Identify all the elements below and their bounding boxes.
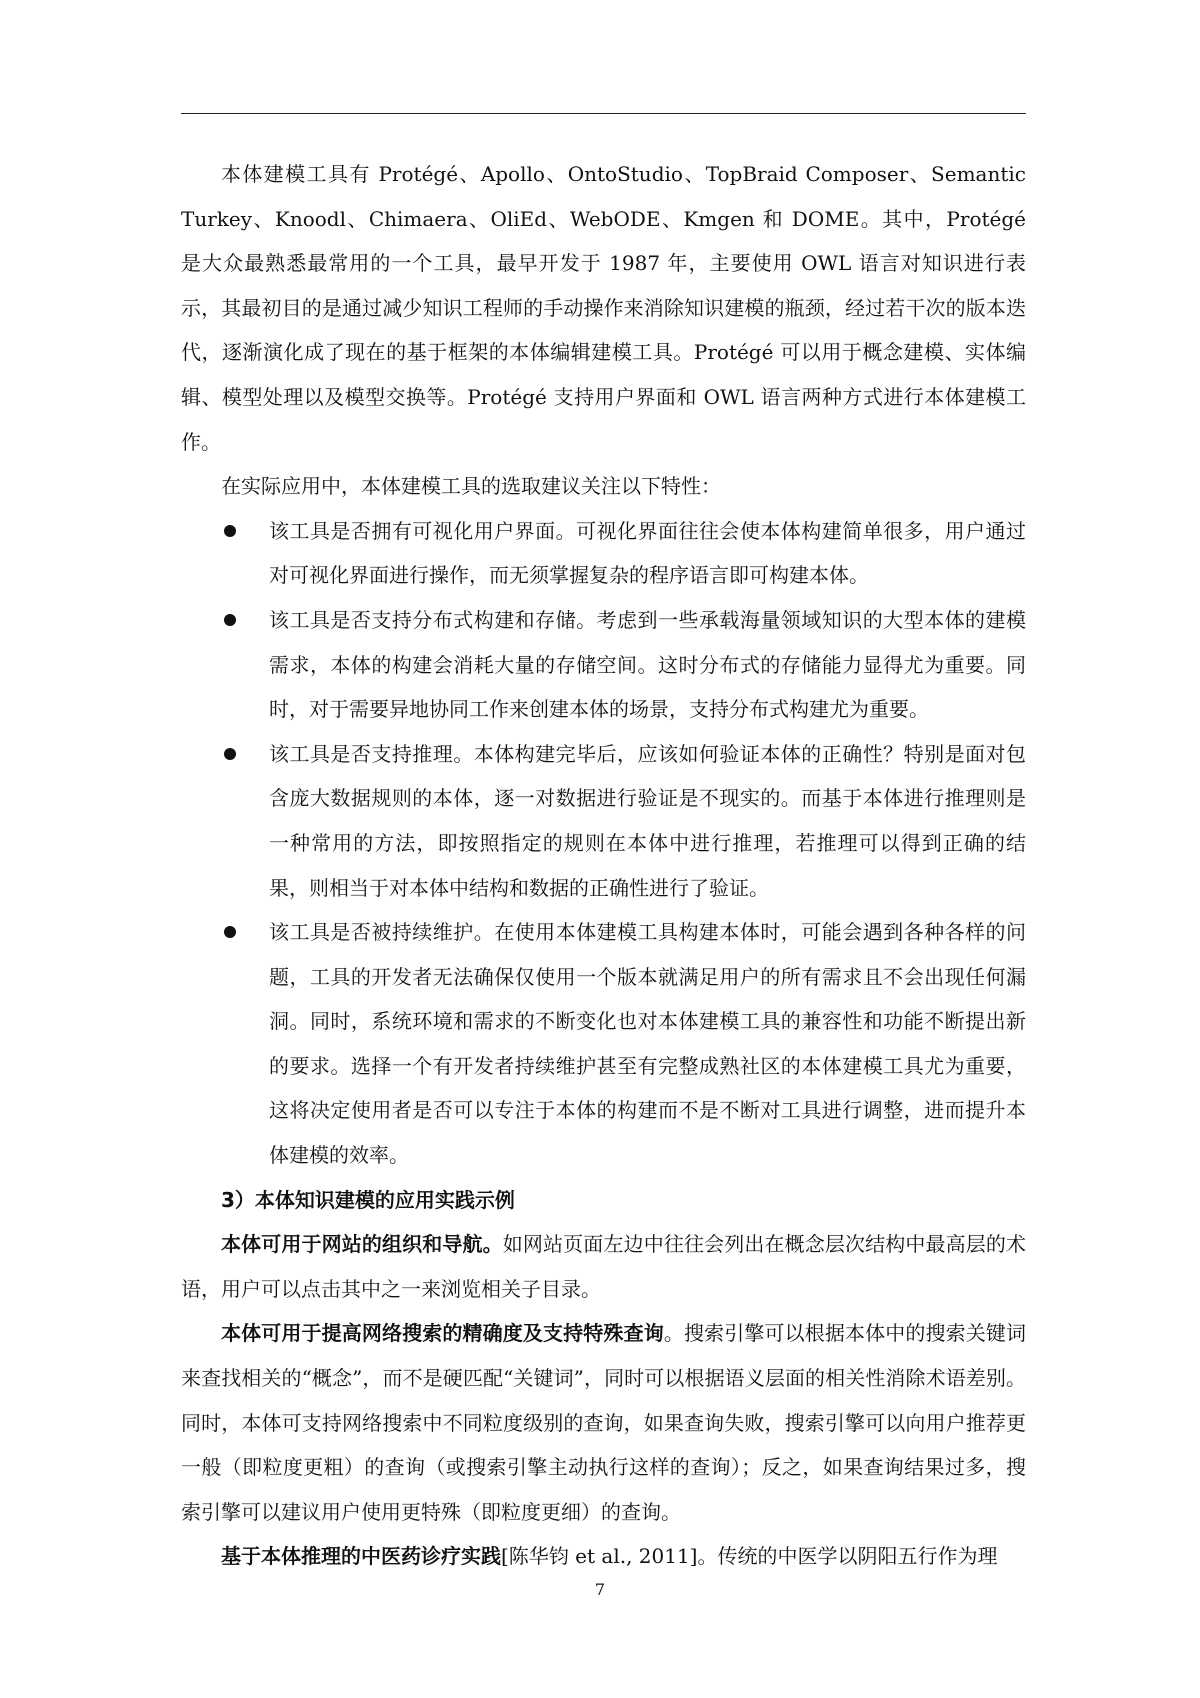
- example-lead: 本体可用于网站的组织和导航。: [221, 1232, 503, 1257]
- section-heading: 3）本体知识建模的应用实践示例: [221, 1187, 515, 1212]
- list-item-text: 该工具是否拥有可视化用户界面。可视化界面往往会使本体构建简单很多，用户通过对可视化界面进行操作，而无须掌握复杂的程序语言即可构建本体。: [269, 518, 1026, 588]
- page-number: 7: [594, 1580, 606, 1599]
- list-item-text: 该工具是否支持分布式构建和存储。考虑到一些承载海量领域知识的大型本体的建模需求，本体的构建会消耗大量的存储空间。这时分布式的存储能力显得尤为重要。同时，对于需要异地协同工作来创建本体的场景，支持分布式构建尤为重要。: [269, 607, 1026, 722]
- list-item-text: 该工具是否被持续维护。在使用本体建模工具构建本体时，可能会遇到各种各样的问题，工具的开发者无法确保仅使用一个版本就满足用户的所有需求且不会出现任何漏洞。同时，系统环境和需求的不断变化也对本体建模工具的兼容性和功能不断提出新的要求。选择一个有开发者持续维护甚至有完整成熟社区的本体建模工具尤为重要，这将决定使用者是否可以专注于本体的构建而不是不断对工具进行调整，进而提升本体建模的效率。: [269, 920, 1026, 1168]
- list-item: [181, 910, 1026, 1178]
- example-body: 。搜索引擎可以根据本体中的搜索关键词来查找相关的“概念”，而不是硬匹配“关键词”，同时可以根据语义层面的相关性消除术语差别。同时，本体可支持网络搜索中不同粒度级别的查询，如果查询失败，搜索引擎可以向用户推荐更一般（即粒度更粗）的查询（或搜索引擎主动执行这样的查询）；反之，如果查询结果过多，搜索引擎可以建议用户使用更特殊（即粒度更细）的查询。: [181, 1321, 1027, 1524]
- example-body: [陈华钧 et al., 2011]。传统的中医学以阴阳五行作为理: [501, 1544, 998, 1569]
- example-lead: 本体可用于提高网络搜索的精确度及支持特殊查询: [221, 1321, 664, 1346]
- list-item-text: 该工具是否支持推理。本体构建完毕后，应该如何验证本体的正确性？特别是面对包含庞大数据规则的本体，逐一对数据进行验证是不现实的。而基于本体进行推理则是一种常用的方法，即按照指定的规则在本体中进行推理，若推理可以得到正确的结果，则相当于对本体中结构和数据的正确性进行了验证。: [269, 741, 1026, 900]
- bullet-icon: [224, 926, 236, 938]
- paragraph-example-search: [181, 1311, 1026, 1534]
- list-item: [181, 598, 1026, 732]
- bullet-icon: [224, 525, 236, 537]
- criteria-list: [181, 509, 1026, 1178]
- list-item: [181, 509, 1026, 598]
- paragraph-example-tcm: [181, 1534, 1026, 1579]
- bullet-icon: [224, 748, 236, 760]
- header-rule: [181, 113, 1026, 114]
- paragraph-selection-criteria: 在实际应用中，本体建模工具的选取建议关注以下特性：: [221, 474, 721, 499]
- paragraph-example-navigation: [181, 1222, 1026, 1311]
- paragraph-tools-intro: 本体建模工具有 Protégé、Apollo、OntoStudio、TopBraid Composer、Semantic Turkey、Knoodl、Chimaera、OliEd、WebODE、Kmgen 和 DOME。其中，Protégé 是大众最熟悉最常用的一个工具，最早开发于 1987 年，主要使用 OWL 语言对知识进行表示，其最初目的是通过减少知识工程师的手动操作来消除知识建模的瓶颈，经过若干次的版本迭代，逐渐演化成了现在的基于框架的本体编辑建模工具。Protégé 可以用于概念建模、实体编辑、模型处理以及模型交换等。Protégé 支持用户界面和 OWL 语言两种方式进行本体建模工作。: [181, 162, 1026, 454]
- example-body: 如网站页面左边中往往会列出在概念层次结构中最高层的术语，用户可以点击其中之一来浏览相关子目录。: [181, 1232, 1027, 1301]
- page-body: [181, 152, 1026, 1579]
- example-lead: 基于本体推理的中医药诊疗实践: [221, 1544, 501, 1569]
- bullet-icon: [224, 614, 236, 626]
- list-item: [181, 732, 1026, 910]
